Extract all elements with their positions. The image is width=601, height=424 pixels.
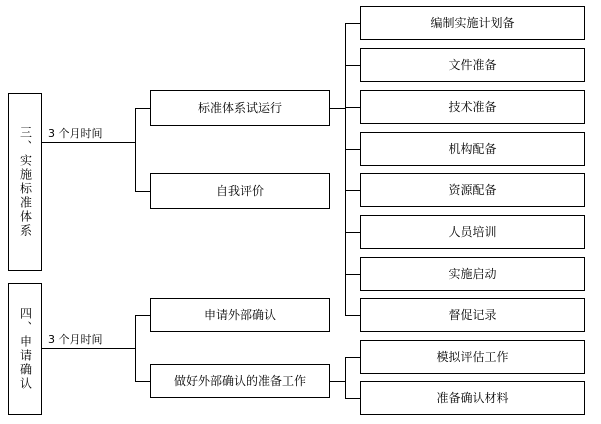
connector-prepare-stub xyxy=(330,381,345,382)
connector-tasks-spine xyxy=(345,23,346,315)
substep-box-prepare-external[interactable]: 做好外部确认的准备工作 xyxy=(150,364,330,398)
connector-trialrun-stub xyxy=(330,108,345,109)
stage-box-implement[interactable]: 三、实施标准体系 xyxy=(8,93,42,271)
substep-box-self-evaluation[interactable]: 自我评价 xyxy=(150,173,330,209)
stage-box-apply[interactable]: 四、申请确认 xyxy=(8,283,42,415)
connector-apply-branch-2 xyxy=(135,381,150,382)
task-box-confirm-materials[interactable]: 准备确认材料 xyxy=(360,381,585,415)
connector-implement-stub xyxy=(42,142,135,143)
task-box-resources[interactable]: 资源配备 xyxy=(360,173,585,207)
task-box-documents[interactable]: 文件准备 xyxy=(360,48,585,82)
connector-implement-branch-1 xyxy=(135,108,150,109)
substep-box-apply-external[interactable]: 申请外部确认 xyxy=(150,298,330,332)
substep-box-trial-run[interactable]: 标准体系试运行 xyxy=(150,90,330,126)
connector-prepare-branch-1 xyxy=(345,357,360,358)
task-box-organization[interactable]: 机构配备 xyxy=(360,132,585,166)
task-box-technical[interactable]: 技术准备 xyxy=(360,90,585,124)
connector-task-branch-1 xyxy=(345,23,360,24)
connector-task-branch-4 xyxy=(345,149,360,150)
task-box-supervision[interactable]: 督促记录 xyxy=(360,298,585,332)
task-box-launch[interactable]: 实施启动 xyxy=(360,257,585,291)
connector-task-branch-6 xyxy=(345,232,360,233)
task-box-plan[interactable]: 编制实施计划备 xyxy=(360,6,585,40)
connector-task-branch-5 xyxy=(345,190,360,191)
connector-implement-branch-2 xyxy=(135,191,150,192)
connector-apply-branch-1 xyxy=(135,315,150,316)
connector-apply-spine xyxy=(135,315,136,382)
connector-apply-stub xyxy=(42,348,135,349)
connector-task-branch-3 xyxy=(345,107,360,108)
duration-label-apply: 3 个月时间 xyxy=(48,333,103,346)
task-box-mock-evaluation[interactable]: 模拟评估工作 xyxy=(360,340,585,374)
connector-task-branch-8 xyxy=(345,315,360,316)
connector-task-branch-7 xyxy=(345,274,360,275)
duration-label-implement: 3 个月时间 xyxy=(48,127,103,140)
connector-implement-spine xyxy=(135,108,136,192)
connector-prepare-spine xyxy=(345,357,346,399)
connector-task-branch-2 xyxy=(345,65,360,66)
connector-prepare-branch-2 xyxy=(345,398,360,399)
task-box-training[interactable]: 人员培训 xyxy=(360,215,585,249)
